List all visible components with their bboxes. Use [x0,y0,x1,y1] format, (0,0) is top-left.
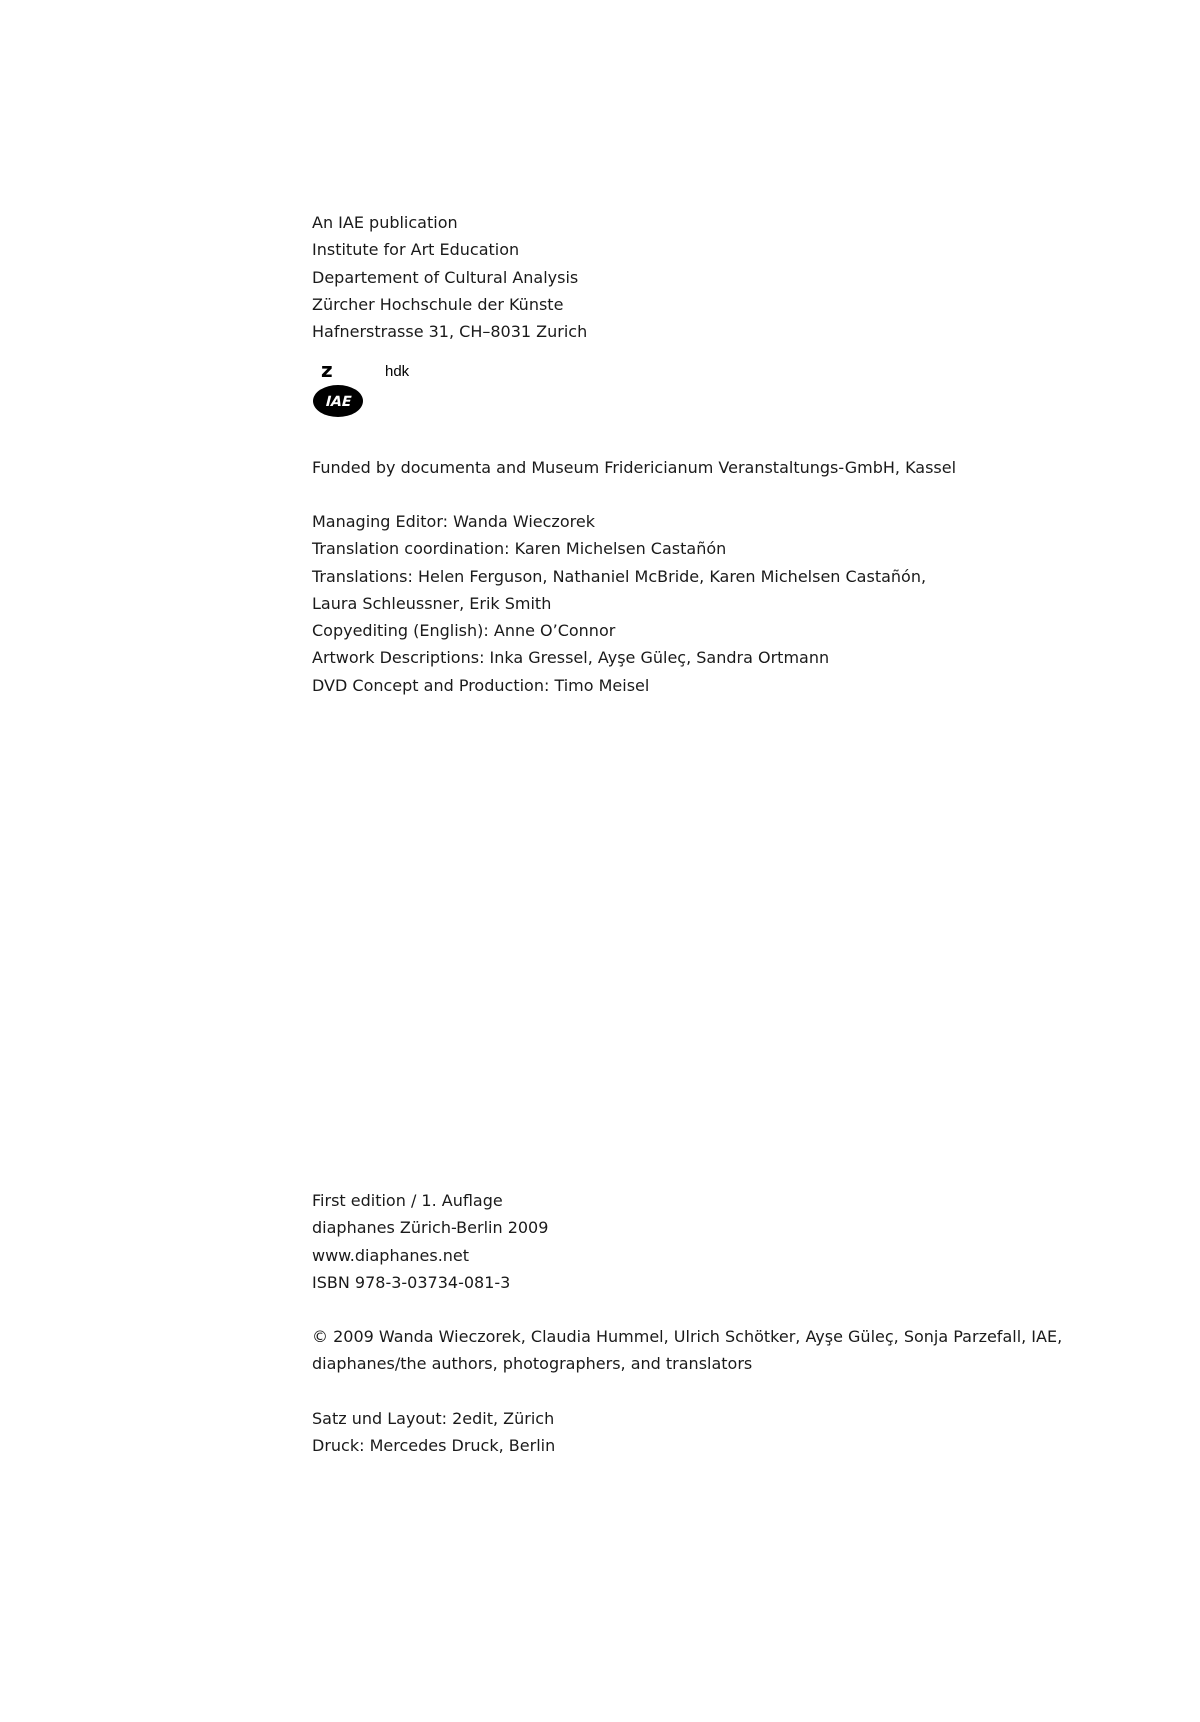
edition-publisher-line: diaphanes Zürich-Berlin 2009 [312,1218,549,1238]
edition-website: www.diaphanes.net [312,1245,470,1265]
funding-line: Funded by documenta and Museum Fridericianum Veranstaltungs-GmbH, Kassel [312,458,957,477]
copyright-line: © 2009 Wanda Wieczorek, Claudia Hummel, Ulrich Schötker, Ayşe Güleç, Sonja Parzefall, IAE, [312,1327,1063,1346]
layout-credit: Satz und Layout: 2edit, Zürich [312,1409,555,1428]
edition-line: First edition / 1. Auflage [312,1191,503,1210]
credit-line: Translation coordination: Karen Michelsen Castañón [312,539,727,559]
credit-line: Artwork Descriptions: Inka Gressel, Ayşe Güleç, Sandra Ortmann [312,648,830,668]
zhdk-iae-logo [312,360,422,420]
edition-isbn: ISBN 978-3-03734-081-3 [312,1272,511,1292]
credit-line: Managing Editor: Wanda Wieczorek [312,512,595,531]
iae-logo-icon [312,384,364,418]
print-credit: Druck: Mercedes Druck, Berlin [312,1436,556,1456]
publisher-line: Institute for Art Education [312,240,520,260]
publisher-line: Zürcher Hochschule der Künste [312,294,564,314]
credit-line: DVD Concept and Production: Timo Meisel [312,675,650,695]
credit-line: Translations: Helen Ferguson, Nathaniel McBride, Karen Michelsen Castañón, [312,566,927,586]
credit-line: Laura Schleussner, Erik Smith [312,593,552,613]
iae-logo-text: IAE [323,394,354,410]
publisher-info [312,209,587,345]
credit-line: Copyediting (English): Anne O’Connor [312,621,616,641]
logo-letter-z: z [321,358,333,382]
production-info [312,1405,555,1460]
credits-info [312,508,926,699]
publisher-line: An IAE publication [312,213,458,232]
copyright-info [312,1323,1062,1378]
publisher-line: Departement of Cultural Analysis [312,267,579,287]
copyright-line: diaphanes/the authors, photographers, and translators [312,1354,753,1374]
logo-label-hdk: hdk [385,363,410,380]
funding-info [312,454,956,481]
edition-info [312,1187,548,1296]
publisher-address: Hafnerstrasse 31, CH–8031 Zurich [312,322,588,342]
